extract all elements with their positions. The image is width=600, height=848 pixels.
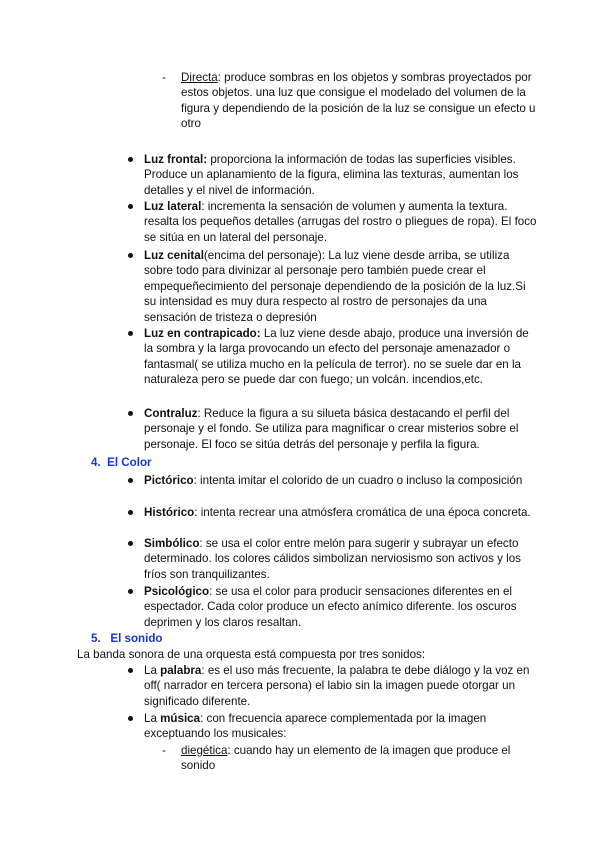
text-diegetica: : cuando hay un elemento de la imagen que produce el sonido	[181, 744, 511, 773]
term: palabra	[160, 664, 202, 677]
term: Simbólico	[144, 537, 200, 550]
list-item-luz-cenital	[128, 248, 540, 325]
dash-marker: -	[162, 71, 166, 84]
bullet-icon	[128, 331, 133, 336]
list-item-pictorico	[128, 473, 540, 488]
list-item-luz-frontal	[128, 152, 540, 198]
section-heading-sonido	[91, 631, 163, 646]
term: Luz en contrapicado:	[144, 327, 261, 340]
description: : incrementa la sensación de volumen y aumenta la textura. resalta los pequeños detalles (arrugas del rostro o pliegues de ropa). El foco se sitúa en un lateral del personaje.	[144, 200, 537, 244]
description: : Reduce la figura a su silueta básica destacando el perfil del personaje y el fondo. Se utiliza para magnificar o crear misterios sobre el personaje. El foco se sitúa detrás del personaje y perfila la figura.	[144, 407, 519, 451]
term: Luz frontal:	[144, 153, 208, 166]
bullet-icon	[128, 253, 133, 258]
term-diegetica: diegética	[181, 744, 228, 757]
section-title: El sonido	[110, 632, 163, 645]
bullet-icon	[128, 157, 133, 162]
list-item-contraluz	[128, 406, 540, 452]
list-item-psicologico	[128, 584, 540, 630]
term: Histórico	[144, 506, 195, 519]
description: (encima del personaje): La luz viene desde arriba, se utiliza sobre todo para divinizar al personaje pero también puede crear el empequeñecimiento del personaje dependiendo de la posición de la luz.Si su intensidad es muy dura respecto al rostro de personajes da una sensación de tristeza o depresión	[144, 249, 526, 324]
sub-item-directa	[162, 70, 542, 132]
section-number: 5.	[91, 632, 101, 645]
term: Luz lateral	[144, 200, 202, 213]
term: Luz cenital	[144, 249, 204, 262]
bullet-icon	[128, 541, 133, 546]
description: : intenta imitar el colorido de un cuadro o incluso la composición	[193, 474, 523, 487]
description: : es el uso más frecuente, la palabra te debe diálogo y la voz en off( narrador en tercera persona) el labio sin la imagen puede otorgar un significado diferente.	[144, 664, 530, 708]
description: La luz viene desde abajo, produce una inversión de la sombra y la larga provocando un efecto del personaje amenazador o fantasmal( se utiliza mucho en la película de terror). no se suele dar en la naturaleza pero se puede dar con fuego; un volcán. incendios,etc.	[144, 327, 529, 387]
bullet-icon	[128, 716, 133, 721]
paragraph-intro-sonido: La banda sonora de una orquesta está compuesta por tres sonidos:	[77, 648, 426, 661]
bullet-icon	[128, 510, 133, 515]
sub-item-diegetica	[162, 743, 542, 774]
bullet-icon	[128, 668, 133, 673]
description: : intenta recrear una atmósfera cromática de una época concreta.	[194, 506, 531, 519]
list-item-palabra	[128, 663, 540, 709]
section-heading-color	[91, 455, 152, 470]
description: proporciona la información de todas las superficies visibles. Produce un aplanamiento de la figura, elimina las texturas, aumentan los detalles y el nivel de información.	[144, 153, 519, 197]
prefix: La	[144, 712, 161, 725]
list-item-luz-contrapicado	[128, 326, 540, 388]
term: Pictórico	[144, 474, 194, 487]
section-title: El Color	[107, 456, 152, 469]
description: : con frecuencia aparece complementada por la imagen exceptuando los musicales:	[144, 712, 487, 741]
term-directa: Directa	[181, 71, 218, 84]
term: Psicológico	[144, 585, 210, 598]
list-item-musica	[128, 711, 540, 742]
bullet-icon	[128, 411, 133, 416]
list-item-simbolico	[128, 536, 540, 582]
section-number: 4.	[91, 456, 101, 469]
bullet-icon	[128, 589, 133, 594]
bullet-icon	[128, 204, 133, 209]
term: Contraluz	[144, 407, 198, 420]
list-item-historico	[128, 505, 540, 520]
description: : se usa el color para producir sensaciones diferentes en el espectador. Cada color produce un efecto anímico diferente. los oscuros deprimen y los claros resaltan.	[144, 585, 517, 629]
term: música	[160, 712, 201, 725]
dash-marker: -	[162, 744, 166, 757]
description: : se usa el color entre melón para sugerir y subrayar un efecto determinado. los colores cálidos simbolizan nerviosismo son activos y los fríos son tranquilizantes.	[144, 537, 521, 581]
prefix: La	[144, 664, 161, 677]
text-directa: : produce sombras en los objetos y sombras proyectados por estos objetos. una luz que consigue el modelado del volumen de la figura y dependiendo de la posición de la luz se consigue un efecto u otro	[181, 71, 536, 131]
bullet-icon	[128, 478, 133, 483]
list-item-luz-lateral	[128, 199, 540, 245]
